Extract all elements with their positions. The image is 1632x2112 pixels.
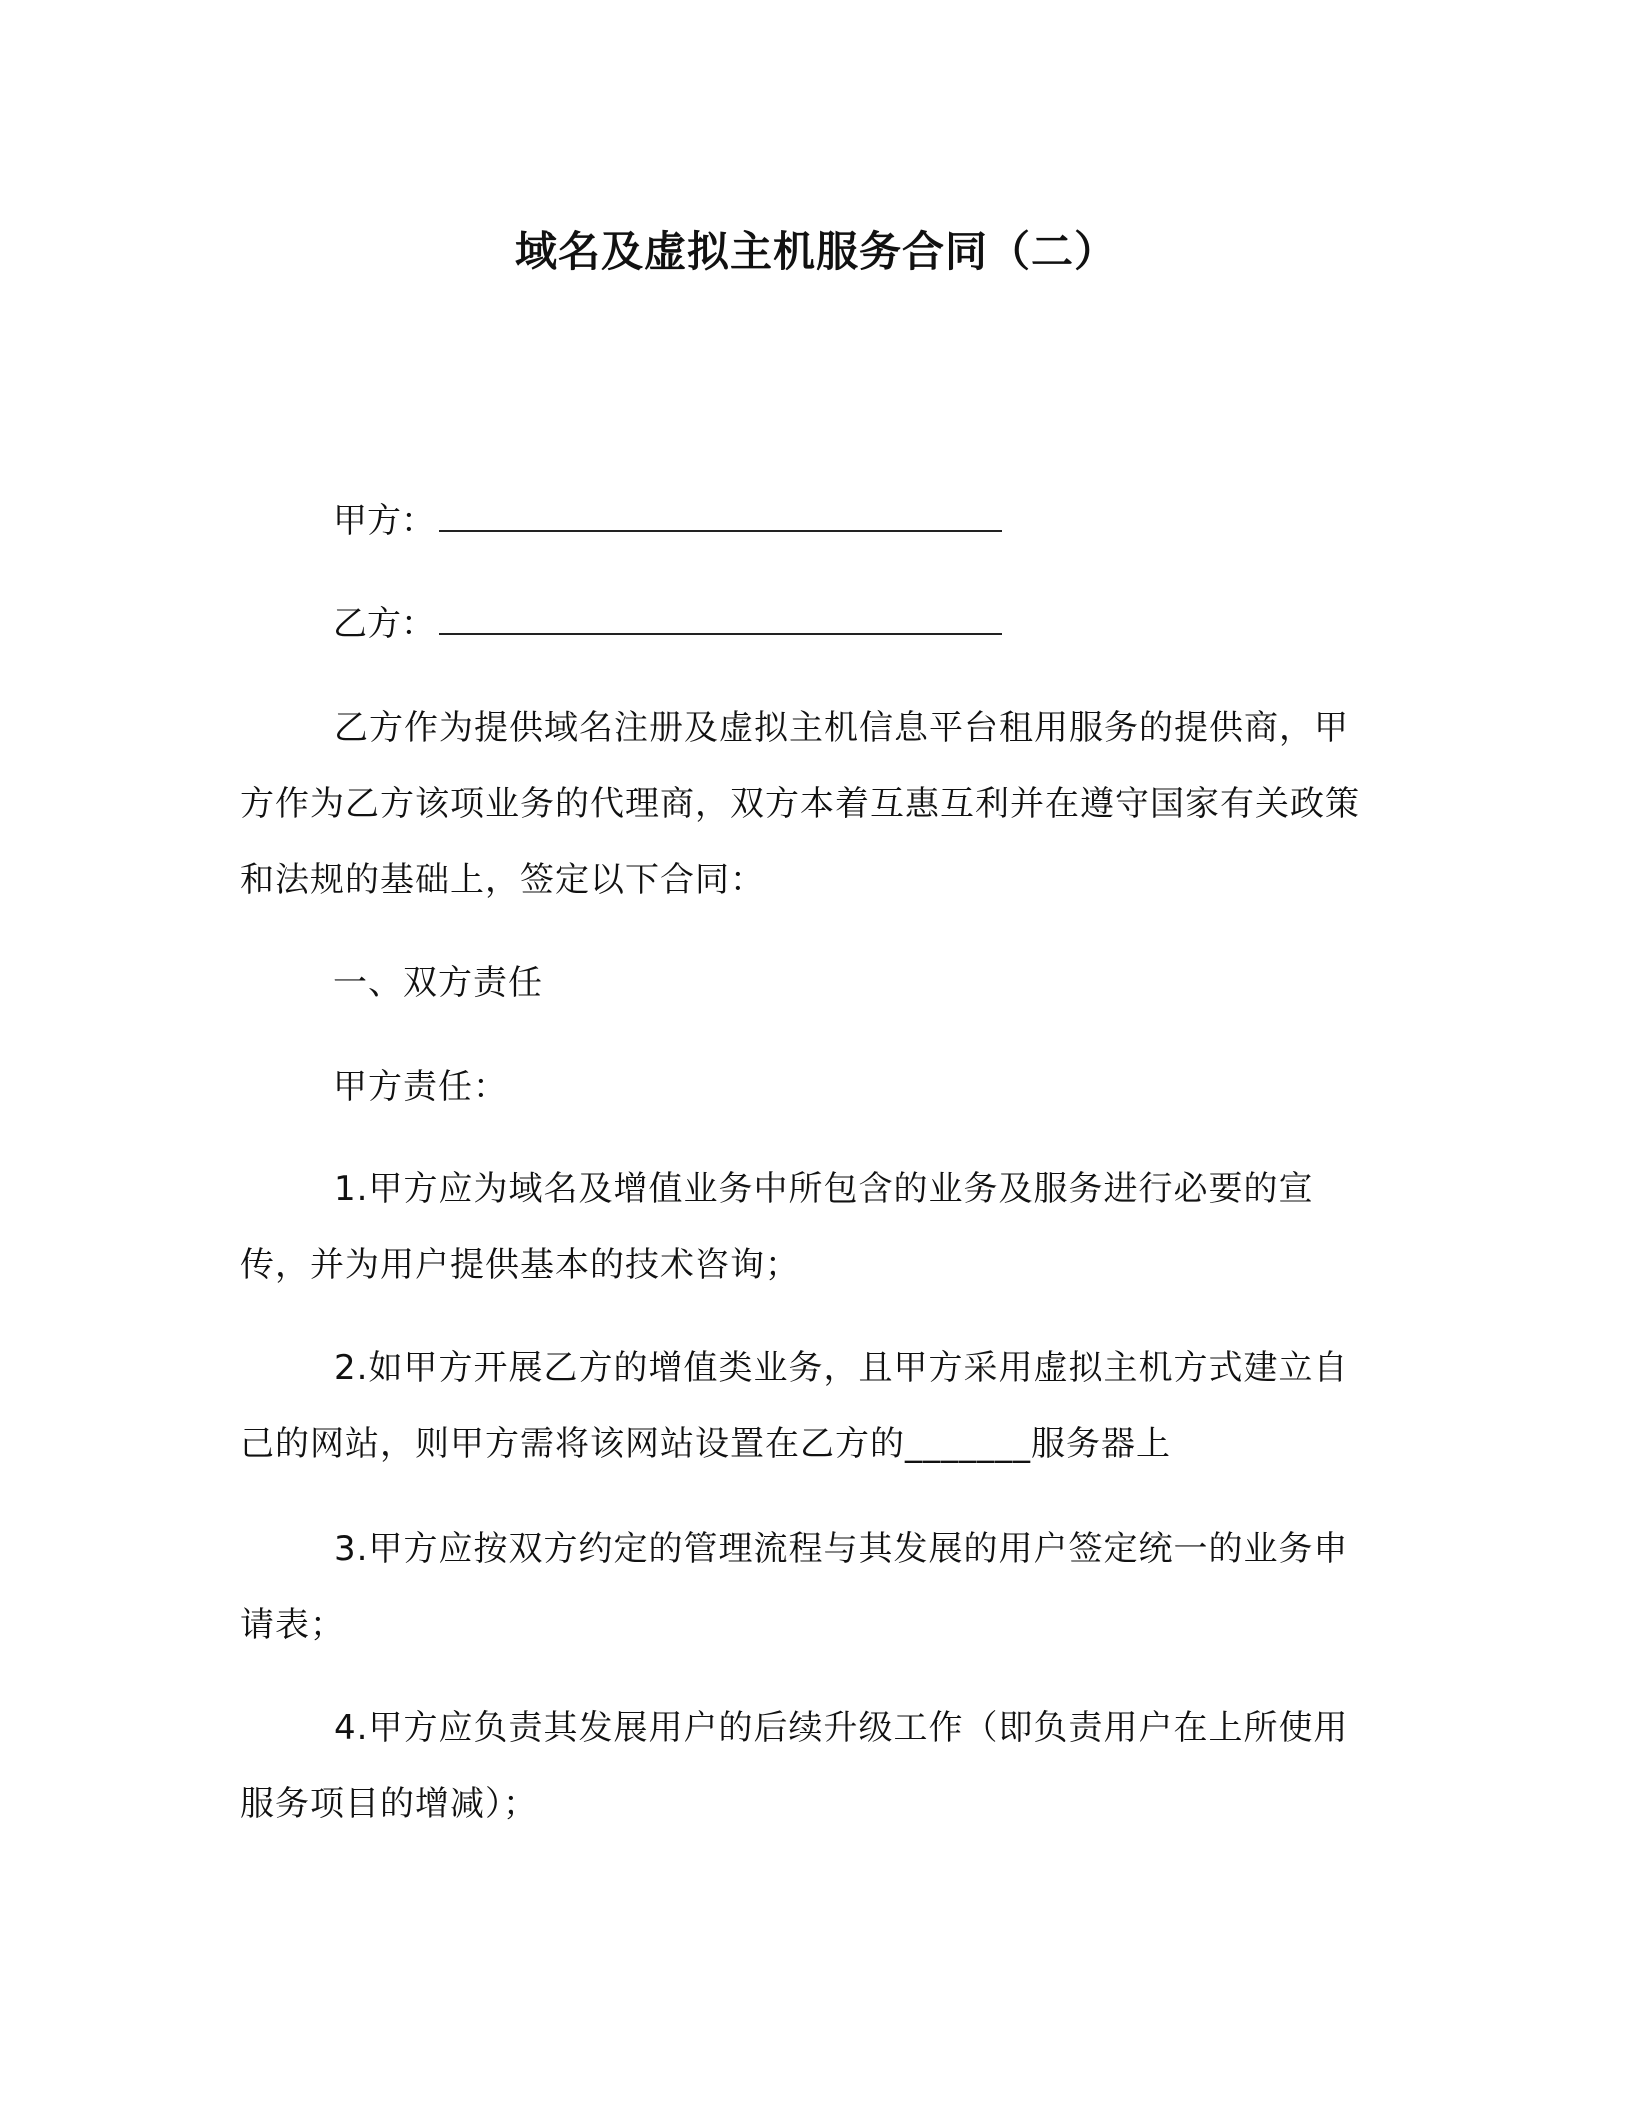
party-a-blank bbox=[439, 500, 1002, 532]
document-title: 域名及虚拟主机服务合同（二） bbox=[514, 227, 1117, 276]
clause-4: 4.甲方应负责其发展用户的后续升级工作（即负责用户在上所使用服务项目的增减）； bbox=[240, 1708, 1349, 1824]
section-heading: 一、双方责任 bbox=[333, 963, 543, 1003]
clause-3: 3.甲方应按双方约定的管理流程与其发展的用户签定统一的业务申请表； bbox=[240, 1529, 1349, 1645]
party-b-row bbox=[333, 599, 1002, 649]
intro-paragraph: 乙方作为提供域名注册及虚拟主机信息平台租用服务的提供商，甲方作为乙方该项业务的代理商，双方本着互惠互利并在遵守国家有关政策和法规的基础上，签定以下合同： bbox=[240, 708, 1360, 900]
party-a-label: 甲方： bbox=[333, 501, 435, 541]
clause-1: 1.甲方应为域名及增值业务中所包含的业务及服务进行必要的宣传，并为用户提供基本的技术咨询； bbox=[240, 1169, 1314, 1285]
party-a-row bbox=[333, 496, 1002, 546]
clause-2: 2.如甲方开展乙方的增值类业务，且甲方采用虚拟主机方式建立自己的网站，则甲方需将该网站设置在乙方的_______服务器上 bbox=[240, 1348, 1349, 1464]
party-b-blank bbox=[439, 603, 1002, 635]
party-b-label: 乙方： bbox=[333, 604, 435, 644]
party-a-duties-heading: 甲方责任： bbox=[333, 1067, 508, 1107]
